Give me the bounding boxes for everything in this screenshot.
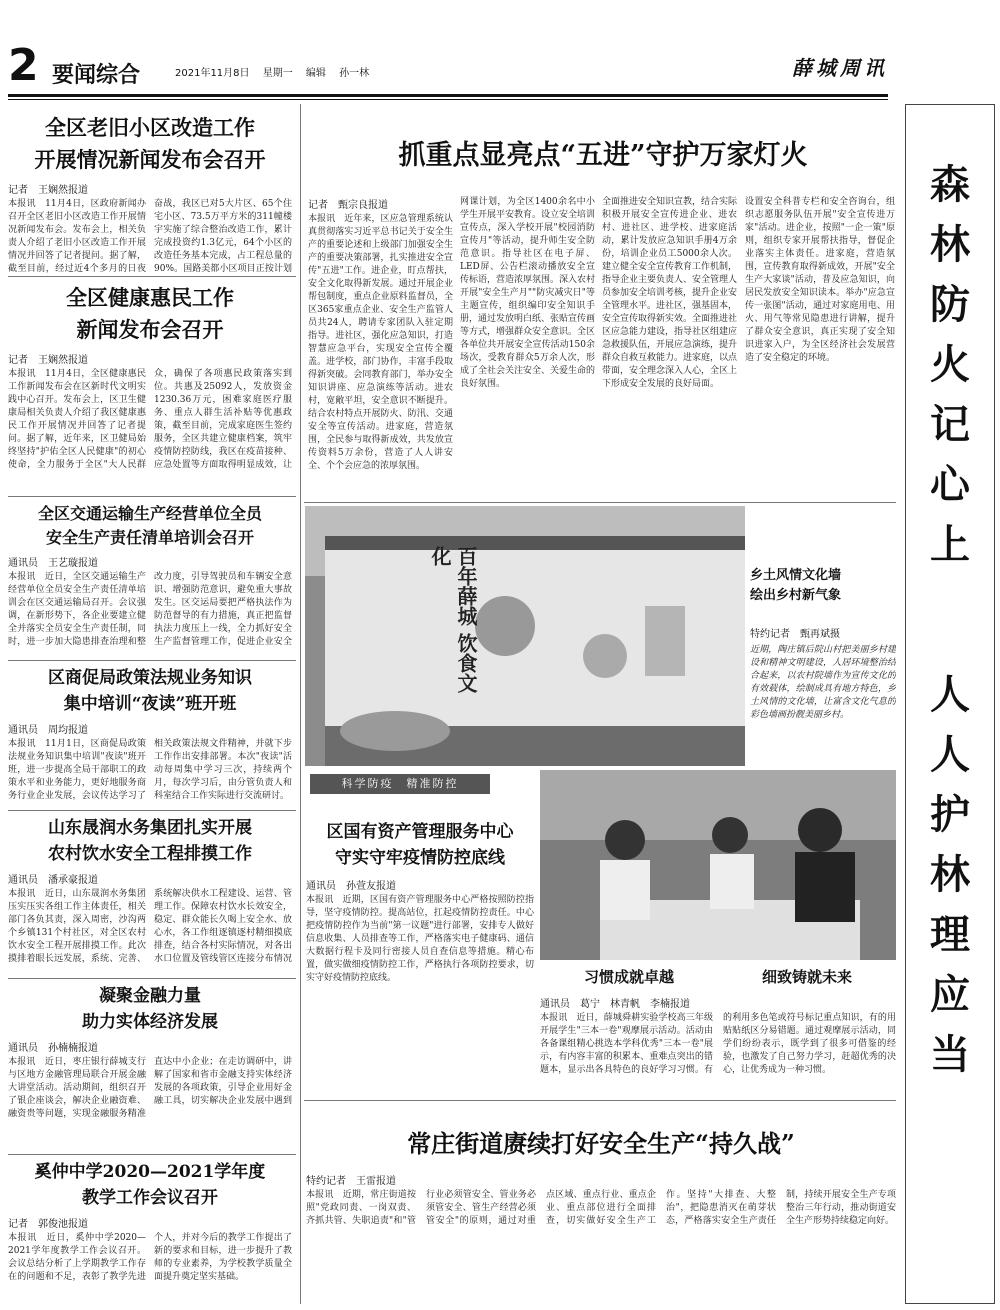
slogan-char: 防 [930, 281, 970, 328]
caption-body: 近期，陶庄镇后院山村把美丽乡村建设和精神文明建设，人居环境整治结合起来，以农村院墙作为宣传文化的有效载体，绘制成具有地方特色，乡土风情的文化墙，让富含文化气息的彩色墙画扮靓美丽乡村。 [750, 645, 896, 720]
headline-line2: 守实守牢疫情防控底线 [335, 847, 505, 868]
article-divider [8, 496, 296, 497]
byline: 特约记者 王雷报道 [306, 1176, 396, 1187]
article-body: 本报讯 11月4日，区政府新闻办召开全区老旧小区改造工作开展情况新闻发布会。发布会上，相关负责人介绍了老旧小区改造工作开展情况并回答了记者提问。据了解，截至目前，经过近4个多月的日夜奋战，我区已对5大片区、65个住宅小区、73.5万平方米的311幢楼宇实施了综合整治改造工作，累计完成投资约1.3亿元，64个小区的改造任务基本完成，占工程总量的90%。国路美都小区项目正按计划 [8, 199, 292, 274]
section-title: 要闻综合 [52, 63, 141, 88]
article-divider [8, 660, 296, 661]
byline: 通讯员 葛宁 林青帆 李楠报道 [540, 998, 690, 1010]
article-five-entries [308, 136, 898, 177]
headline-line1: 区商促局政策法规业务知识 [48, 668, 252, 688]
article-body: 本报讯 11月4日，全区健康惠民工作新闻发布会在区新时代文明实践中心召开。发布会上，区卫生健康局相关负责人介绍了我区健康惠民工作开展情况并回答了记者提问。据了解，近年来，区卫健局始终坚持"护佑全区人民健康"的初心使命，全力服务于全区"大人民群众，确保了各项惠民政策落实到位。共惠及25092人，发放资金1230.36万元，困难家庭医疗服务、重点人群生活补贴等优惠政策，截至目前，完成家庭医生签约服务，全区共建立健康档案，筑牢疫情防控防线，我区在疫苗接种、应急处置等方面取得明显成效，让 [8, 369, 292, 470]
byline: 特约记者 甄再斌摄 [750, 629, 840, 640]
byline: 通讯员 孙萱友报道 [306, 881, 396, 892]
issue-weekday: 星期一 [262, 68, 293, 79]
students-image [540, 770, 896, 960]
column-divider [300, 104, 301, 1304]
caption-title1: 乡土风情文化墙 [750, 568, 842, 583]
byline: 记者 郭俊池报道 [8, 1219, 88, 1230]
byline: 通讯员 孙楠楠报道 [8, 1043, 98, 1054]
slogan-char: 记 [930, 401, 970, 448]
headline-line2: 新闻发布会召开 [76, 316, 224, 342]
article-divider [8, 1154, 296, 1155]
article-body: 本报讯 11月1日，区商促局政策法规业务知识集中培训"夜读"班开班，进一步提高全局干部职工的政策水平和业务能力，更好地服务商务行业企业发展，会议传达学习了相关政策法规文件精神，并就下步工作作出安排部署。本次"夜读"活动每周集中学习三次，持续两个月，每次学习后，由分管负责人和科室结合工作实际进行交流研讨。 [8, 739, 292, 801]
article-changzhuang [306, 1126, 896, 1301]
article-five-entries-col2 [460, 196, 595, 496]
headline-line1: 区国有资产管理服务中心 [326, 822, 514, 842]
slogan-char: 应 [930, 971, 970, 1018]
article-body: 本报讯 近期，常庄街道按照"党政同责、一岗双责、齐抓共管、失职追责"和"管行业必须管安全、管业务必须管安全、管生产经营必须管安全"的原则，通过对重点区域、重点行业、重点企业、重点部位进行全面排查，切实做好安全生产工作。坚持"大排查、大整治"，把隐患消灭在萌芽状态，严格落实安全生产责任制，持续开展安全生产专项整治三年行动，推动街道安全生产形势持续稳定向好。 [306, 1190, 896, 1226]
article-five-entries-col1 [308, 196, 453, 503]
headline-line1: 奚仲中学2020—2021学年度 [34, 1162, 266, 1182]
article-divider [8, 978, 296, 979]
issue-meta [175, 64, 379, 79]
article-old-community [8, 112, 292, 280]
article-divider [304, 502, 896, 503]
headline-line2: 农村饮水安全工程排摸工作 [48, 843, 252, 864]
article-health [8, 282, 292, 476]
headline-line1: 凝聚金融力量 [99, 986, 201, 1006]
slogan-char: 林 [930, 851, 970, 898]
article-body: 本报讯 近日，全区交通运输生产经营单位全员安全生产责任清单培训会在区交通运输局召开。会议强调，在新形势下，各企业要建立健全并落实全员安全生产责任制，同时，进一步加大隐患排查治理和整改力度，引导驾驶员和车辆安全意识、增强防范意识，避免重大事故发生。区交运局要把严格执法作为防范督导的有力措施，真正把监督执法力度压上一线，全力抓好安全生产监督管理工作，促进企业安全 [8, 572, 292, 647]
slogan-char: 人 [930, 671, 970, 718]
byline: 记者 甄宗良报道 [308, 200, 388, 211]
students-caption [540, 966, 896, 1080]
slogan-char: 理 [930, 911, 970, 958]
slogan-char: 心 [930, 461, 970, 508]
newspaper-logo: 薛城周讯 [792, 56, 888, 80]
article-divider [304, 1100, 896, 1101]
headline-line2: 开展情况新闻发布会召开 [34, 146, 266, 172]
byline: 记者 王娴然报道 [8, 185, 88, 196]
article-body: 本报讯 近年来，区应急管理系统认真贯彻落实习近平总书记关于安全生产的重要论述和上级部门加强安全生产的重要决策部署，扎实推进安全宣传"五进"工作。进企业，盯点帮扶，安全文化取得新发展。通过开展企业帮包制度，重点企业原料监督员，全区365家重点企业、安全生产监管人员共24人，聘请专家团队入驻定期指导。进社区，强化应急知识，打造智慧应急平台，实现安全宣传全覆盖。进学校，部门协作，丰富手段取得新突破。会同教育部门，举办安全知识讲座、应急演练等活动。进农村，宽敞平坦，安全意识不断提升。结合农村特点开展防火、防汛、交通安全等宣传活动。进家庭，营造氛围，全民参与取得新成效，共发放宣传资料5万余份，营造了人人讲安全、个个会应急的浓厚氛围。 [308, 214, 453, 471]
slogan-char: 人 [930, 731, 970, 778]
article-body: 本报讯 近期，区国有资产管理服务中心严格按照防控指导，坚守疫情防控。提高站位，扛起疫情防控责任。中心把疫情防控作为当前"第一议题"进行部署，安排专人做好信息收集、人员排查等工作，严格落实电子健康码、通信大数据行程卡及同行密接人员自查信息等措施。精心布置，做实做细疫情防控工作，严格执行各项防控要求，切实守好疫情防控底线。 [306, 895, 534, 983]
article-body: 全面推进安全知识宣教，结合实际积极开展安全宣传进企业、进农村、进社区、进学校、进家庭活动，累计发放应急知识手册4万余份，培训企业员工5000余人次。建立健全安全宣传教育工作机制，指导企业主要负责人、安全管理人员参加安全培训考核，提升企业安全管理水平。进社区，强基固本，安全宣传取得新实效。全面推进社区应急能力建设，指导社区组建应急救援队伍，开展应急演练，提升群众自救互救能力。进家庭，以点带面，安全理念深入人心，全区上下形成安全发展的良好局面。 [602, 197, 737, 389]
caption-title2: 细致铸就未来 [761, 968, 852, 986]
headline: 抓重点显亮点“五进”守护万家灯火 [398, 140, 808, 171]
article-body: 设置安全科普专栏和安全咨询台，组织志愿服务队伍开展"安全宣传进万家"活动。进企业，按照"一企一策"原则，组织专家开展帮扶指导，督促企业落实主体责任。进家庭，营造氛围，宣传教育取得新成效，开展"安全生产大家谈"活动，普及应急知识，向居民发放安全知识读本。举办"应急宣传一张图"活动，通过对家庭用电、用火、用气等常见隐患进行讲解，提升了群众安全意识，真正实现了安全知识进家入户，为全区经济社会发展营造了安全稳定的环境。 [745, 197, 895, 363]
caption-title2: 绘出乡村新气象 [750, 587, 842, 603]
headline: 常庄街道赓续打好安全生产“持久战” [407, 1129, 795, 1158]
headline-line1: 山东晟润水务集团扎实开展 [48, 818, 252, 838]
article-body: 本报讯 近日，山东晟润水务集团压实压实各组工作主体责任，相关部门各负其责，深入周密，沙沟两个乡镇131个村社区，对全区农村饮水安全工程开展排摸工作。此次摸排着眼长远发展，系统、完善、系统解决供水工程建设、运营、管理工作。保障农村饮水长效安全，稳定、群众能长久喝上安全水、放心水，各工作组逐镇逐村精细摸底排查，结合各村实际情况，对各出水口位置及管线管区连接分布情况 [8, 889, 292, 964]
article-state-assets [306, 820, 534, 1109]
slogan-char: 当 [930, 1031, 970, 1078]
issue-date: 2021年11月8日 [175, 68, 250, 79]
page-number: 2 [8, 40, 39, 91]
byline: 通讯员 潘承豪报道 [8, 875, 98, 886]
slogan-char: 火 [930, 341, 970, 388]
article-school [8, 1160, 292, 1298]
headline-line1: 全区老旧小区改造工作 [45, 115, 255, 140]
article-body: 网课计划，为全区1400余名中小学生开展平安教育。设立安全培训宣传点，深入学校开展"校园消防宣传月"等活动，提升师生安全防范意识。指导社区在电子屏、LED屏、公告栏滚动播放安全宣传标语，营造浓厚氛围。深入农村开展"安全生产月""防灾减灾日"等主题宣传，组织编印安全知识手册，通过发放明白纸、张贴宣传画等方式，增强群众安全意识。全区各单位共开展安全宣传活动150余场次，受教育群众5万余人次，形成了全社会关注安全、关爱生命的良好氛围。 [460, 197, 595, 389]
headline-line2: 安全生产责任清单培训会召开 [45, 528, 254, 547]
caption-body: 本报讯 近日，薛城舜耕实验学校高三年级开展学生"三本一卷"观摩展示活动。活动由各备课组精心挑选本学科优秀"三本一卷"展示，有内容丰富的积累本、重难点突出的错题本，显示出各具特色的良好学习习惯。有的利用多色笔或符号标记重点知识，有的用贴贴纸区分易错题。通过观摩展示活动，同学们纷纷表示，既学到了很多可借鉴的经验，也激发了自己努力学习，赶超优秀的决心，让优秀成为一种习惯。 [540, 1012, 896, 1075]
article-commerce [8, 666, 292, 810]
article-divider [8, 810, 296, 811]
caption-title1: 习惯成就卓越 [583, 968, 674, 986]
article-body: 本报讯 近日，枣庄银行薛城支行与区地方金融管理局联合开展金融大讲堂活动。活动期间，组织召开了银企座谈会，解决企业融资难、融资贵等问题，实现金融服务精准直达中小企业；在走访调研中，讲解了国家和省市金融支持实体经济发展的各项政策，引导企业用好金融工具，切实解决企业发展中遇到 [8, 1057, 292, 1119]
article-five-entries-col3 [602, 196, 737, 496]
slogan-char: 林 [930, 221, 970, 268]
students-photo [540, 770, 896, 960]
caption-titles [540, 966, 896, 989]
headline-line1: 全区交通运输生产经营单位全员 [37, 504, 262, 523]
article-body: 本报讯 近日，奚仲中学2020—2021学年度教学工作会议召开。会议总结分析了上学期教学工作存在的问题和不足，表彰了教学先进个人，并对今后的教学工作提出了新的要求和目标，进一步提升了教师的专业素养，为学校教学质量全面提升奠定坚实基础。 [8, 1233, 292, 1282]
culture-wall-photo [305, 506, 745, 766]
editor-label: 编辑 [305, 68, 326, 79]
culture-wall-image [305, 506, 745, 766]
side-slogan-box [905, 104, 995, 1304]
byline: 记者 王娴然报道 [8, 355, 88, 366]
headline-line1: 全区健康惠民工作 [66, 285, 234, 310]
article-five-entries-col4 [745, 196, 895, 496]
byline: 通讯员 王艺璇报道 [8, 558, 98, 569]
side-slogan [906, 105, 994, 1303]
wall-text: 百年薛城 饮食文化 [428, 546, 478, 693]
editor-name: 孙一林 [339, 68, 370, 79]
byline: 通讯员 周均报道 [8, 725, 88, 736]
headline-line2: 教学工作会议召开 [82, 1187, 218, 1208]
section-banner: 科学防疫 精准防控 [310, 774, 490, 794]
header-rule [8, 94, 888, 97]
article-water [8, 816, 292, 978]
headline-line2: 集中培训“夜读”班开班 [63, 693, 237, 714]
culture-wall-caption [750, 566, 896, 740]
article-divider [8, 276, 296, 277]
article-transport [8, 502, 292, 661]
slogan-char: 森 [930, 161, 970, 208]
header-rule-thin [8, 99, 888, 100]
headline-line2: 助力实体经济发展 [82, 1011, 218, 1032]
slogan-char: 护 [930, 791, 970, 838]
article-finance [8, 984, 292, 1126]
slogan-char: 上 [930, 521, 970, 568]
